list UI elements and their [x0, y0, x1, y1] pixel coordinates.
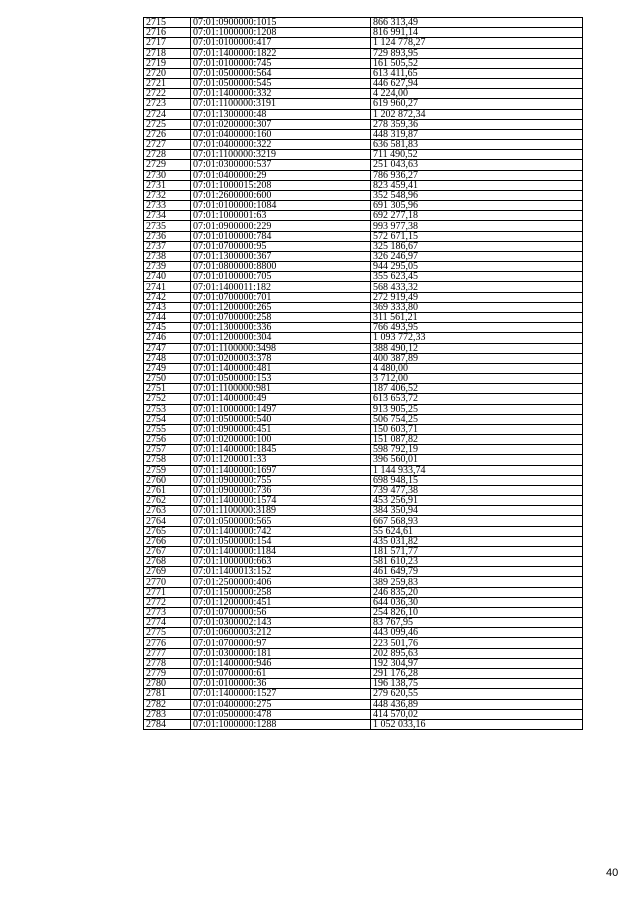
cadastral-number-cell: 07:01:0400000:160 [191, 129, 371, 139]
cadastral-number-cell: 07:01:1100000:3219 [191, 150, 371, 160]
row-index-cell: 2718 [144, 48, 191, 58]
row-index-cell: 2770 [144, 577, 191, 587]
cadastral-number-cell: 07:01:0900000:1015 [191, 18, 371, 28]
value-cell: 667 568,93 [371, 516, 583, 526]
row-index-cell: 2746 [144, 333, 191, 343]
value-cell: 568 433,32 [371, 282, 583, 292]
cadastral-number-cell: 07:01:0500000:540 [191, 414, 371, 424]
value-cell: 461 649,79 [371, 567, 583, 577]
row-index-cell: 2752 [144, 394, 191, 404]
row-index-cell: 2784 [144, 719, 191, 729]
page-number: 40 [606, 867, 619, 879]
row-index-cell: 2780 [144, 679, 191, 689]
row-index-cell: 2782 [144, 699, 191, 709]
table-row [144, 475, 583, 485]
row-index-cell: 2779 [144, 669, 191, 679]
cadastral-number-cell: 07:01:0400000:275 [191, 699, 371, 709]
cadastral-number-cell: 07:01:1400000:1845 [191, 445, 371, 455]
cadastral-number-cell: 07:01:0900000:451 [191, 424, 371, 434]
row-index-cell: 2745 [144, 323, 191, 333]
cadastral-number-cell: 07:01:0700000:56 [191, 607, 371, 617]
row-index-cell: 2733 [144, 201, 191, 211]
row-index-cell: 2722 [144, 89, 191, 99]
cadastral-number-cell: 07:01:0200000:100 [191, 435, 371, 445]
row-index-cell: 2758 [144, 455, 191, 465]
value-cell: 279 620,55 [371, 689, 583, 699]
cadastral-number-cell: 07:01:1500000:258 [191, 587, 371, 597]
table-row [144, 536, 583, 546]
value-cell: 384 350,94 [371, 506, 583, 516]
value-cell: 187 406,52 [371, 384, 583, 394]
table-row [144, 658, 583, 668]
row-index-cell: 2768 [144, 557, 191, 567]
table-row [144, 496, 583, 506]
table-row [144, 689, 583, 699]
table-row [144, 211, 583, 221]
table-row [144, 231, 583, 241]
row-index-cell: 2749 [144, 363, 191, 373]
cadastral-number-cell: 07:01:0100000:417 [191, 38, 371, 48]
cadastral-number-cell: 07:01:0100000:705 [191, 272, 371, 282]
table-row [144, 455, 583, 465]
cadastral-number-cell: 07:01:0200000:307 [191, 119, 371, 129]
value-cell: 223 501,76 [371, 638, 583, 648]
cadastral-number-cell: 07:01:2500000:406 [191, 577, 371, 587]
value-cell: 369 333,80 [371, 302, 583, 312]
table-row [144, 160, 583, 170]
value-cell: 55 624,61 [371, 526, 583, 536]
value-cell: 196 138,75 [371, 679, 583, 689]
cadastral-number-cell: 07:01:0700000:97 [191, 638, 371, 648]
row-index-cell: 2719 [144, 58, 191, 68]
table-body [144, 18, 583, 730]
table-row [144, 150, 583, 160]
table-row [144, 302, 583, 312]
cadastral-number-cell: 07:01:0300000:181 [191, 648, 371, 658]
value-cell: 150 603,71 [371, 424, 583, 434]
row-index-cell: 2763 [144, 506, 191, 516]
cadastral-number-cell: 07:01:1200000:265 [191, 302, 371, 312]
cadastral-number-cell: 07:01:1400000:1574 [191, 496, 371, 506]
row-index-cell: 2755 [144, 424, 191, 434]
cadastral-number-cell: 07:01:1000000:1208 [191, 28, 371, 38]
row-index-cell: 2741 [144, 282, 191, 292]
row-index-cell: 2724 [144, 109, 191, 119]
value-cell: 866 313,49 [371, 18, 583, 28]
cadastral-number-cell: 07:01:0700000:95 [191, 241, 371, 251]
row-index-cell: 2734 [144, 211, 191, 221]
cadastral-number-cell: 07:01:1400000:481 [191, 363, 371, 373]
table-row [144, 384, 583, 394]
row-index-cell: 2732 [144, 190, 191, 200]
table-row [144, 526, 583, 536]
table-row [144, 699, 583, 709]
value-cell: 691 305,96 [371, 201, 583, 211]
value-cell: 446 627,94 [371, 79, 583, 89]
value-cell: 1 093 772,33 [371, 333, 583, 343]
row-index-cell: 2751 [144, 384, 191, 394]
row-index-cell: 2764 [144, 516, 191, 526]
row-index-cell: 2775 [144, 628, 191, 638]
value-cell: 443 099,46 [371, 628, 583, 638]
row-index-cell: 2769 [144, 567, 191, 577]
cadastral-number-cell: 07:01:0800000:8800 [191, 262, 371, 272]
value-cell: 944 295,05 [371, 262, 583, 272]
table-row [144, 679, 583, 689]
row-index-cell: 2735 [144, 221, 191, 231]
cadastral-number-cell: 07:01:0900000:736 [191, 485, 371, 495]
row-index-cell: 2754 [144, 414, 191, 424]
value-cell: 711 490,52 [371, 150, 583, 160]
row-index-cell: 2742 [144, 292, 191, 302]
row-index-cell: 2761 [144, 485, 191, 495]
cadastral-number-cell: 07:01:1400000:332 [191, 89, 371, 99]
row-index-cell: 2765 [144, 526, 191, 536]
value-cell: 619 960,27 [371, 99, 583, 109]
row-index-cell: 2717 [144, 38, 191, 48]
value-cell: 181 571,77 [371, 546, 583, 556]
cadastral-number-cell: 07:01:1000000:1288 [191, 719, 371, 729]
cadastral-number-cell: 07:01:1300000:336 [191, 323, 371, 333]
cadastral-number-cell: 07:01:1200000:304 [191, 333, 371, 343]
cadastral-number-cell: 07:01:1400000:1697 [191, 465, 371, 475]
table-row [144, 292, 583, 302]
cadastral-number-cell: 07:01:1400011:182 [191, 282, 371, 292]
table-row [144, 201, 583, 211]
row-index-cell: 2729 [144, 160, 191, 170]
cadastral-number-cell: 07:01:1100000:981 [191, 384, 371, 394]
cadastral-number-cell: 07:01:0500000:478 [191, 709, 371, 719]
table-row [144, 241, 583, 251]
table-row [144, 577, 583, 587]
row-index-cell: 2774 [144, 618, 191, 628]
table-row [144, 363, 583, 373]
row-index-cell: 2759 [144, 465, 191, 475]
table-row [144, 516, 583, 526]
table-row [144, 435, 583, 445]
table-row [144, 272, 583, 282]
table-row [144, 394, 583, 404]
row-index-cell: 2756 [144, 435, 191, 445]
cadastral-number-cell: 07:01:1400000:1822 [191, 48, 371, 58]
cadastral-number-cell: 07:01:0900000:229 [191, 221, 371, 231]
row-index-cell: 2767 [144, 546, 191, 556]
value-cell: 388 490,12 [371, 343, 583, 353]
cadastral-number-cell: 07:01:1400000:1527 [191, 689, 371, 699]
table-row [144, 28, 583, 38]
cadastral-number-cell: 07:01:1000000:663 [191, 557, 371, 567]
table-row [144, 262, 583, 272]
table-row [144, 18, 583, 28]
table-row [144, 618, 583, 628]
row-index-cell: 2772 [144, 597, 191, 607]
table-row [144, 445, 583, 455]
value-cell: 3 712,00 [371, 374, 583, 384]
table-row [144, 587, 583, 597]
table-row [144, 38, 583, 48]
table-row [144, 282, 583, 292]
table-row [144, 638, 583, 648]
row-index-cell: 2739 [144, 262, 191, 272]
row-index-cell: 2721 [144, 79, 191, 89]
table-row [144, 414, 583, 424]
row-index-cell: 2715 [144, 18, 191, 28]
row-index-cell: 2766 [144, 536, 191, 546]
row-index-cell: 2747 [144, 343, 191, 353]
table-row [144, 343, 583, 353]
table-row [144, 68, 583, 78]
value-cell: 202 895,63 [371, 648, 583, 658]
table-row [144, 48, 583, 58]
cadastral-number-cell: 07:01:0600003:212 [191, 628, 371, 638]
row-index-cell: 2750 [144, 374, 191, 384]
row-index-cell: 2771 [144, 587, 191, 597]
cadastral-number-cell: 07:01:1400000:49 [191, 394, 371, 404]
value-cell: 83 767,95 [371, 618, 583, 628]
row-index-cell: 2736 [144, 231, 191, 241]
table-row [144, 251, 583, 261]
value-cell: 993 977,38 [371, 221, 583, 231]
table-row [144, 648, 583, 658]
value-cell: 278 359,36 [371, 119, 583, 129]
table-row [144, 597, 583, 607]
row-index-cell: 2726 [144, 129, 191, 139]
value-cell: 192 304,97 [371, 658, 583, 668]
value-cell: 325 186,67 [371, 241, 583, 251]
value-cell: 816 991,14 [371, 28, 583, 38]
cadastral-number-cell: 07:01:0900000:755 [191, 475, 371, 485]
table-row [144, 709, 583, 719]
value-cell: 913 905,25 [371, 404, 583, 414]
value-cell: 311 561,21 [371, 312, 583, 322]
row-index-cell: 2753 [144, 404, 191, 414]
row-index-cell: 2781 [144, 689, 191, 699]
value-cell: 435 031,82 [371, 536, 583, 546]
row-index-cell: 2757 [144, 445, 191, 455]
table-row [144, 312, 583, 322]
row-index-cell: 2731 [144, 180, 191, 190]
value-cell: 644 036,30 [371, 597, 583, 607]
value-cell: 598 792,19 [371, 445, 583, 455]
table-row [144, 119, 583, 129]
row-index-cell: 2762 [144, 496, 191, 506]
table-row [144, 669, 583, 679]
cadastral-number-cell: 07:01:0500000:565 [191, 516, 371, 526]
cadastral-number-cell: 07:01:1400000:1184 [191, 546, 371, 556]
cadastral-number-cell: 07:01:0300002:143 [191, 618, 371, 628]
value-cell: 272 919,49 [371, 292, 583, 302]
row-index-cell: 2723 [144, 99, 191, 109]
value-cell: 414 570,02 [371, 709, 583, 719]
table-row [144, 221, 583, 231]
cadastral-number-cell: 07:01:0500000:564 [191, 68, 371, 78]
cadastral-number-cell: 07:01:2600000:600 [191, 190, 371, 200]
cadastral-table [143, 17, 583, 730]
value-cell: 613 653,72 [371, 394, 583, 404]
row-index-cell: 2743 [144, 302, 191, 312]
cadastral-number-cell: 07:01:0500000:153 [191, 374, 371, 384]
cadastral-number-cell: 07:01:1000001:63 [191, 211, 371, 221]
table-row [144, 99, 583, 109]
row-index-cell: 2737 [144, 241, 191, 251]
value-cell: 823 459,41 [371, 180, 583, 190]
cadastral-number-cell: 07:01:1200001:33 [191, 455, 371, 465]
row-index-cell: 2776 [144, 638, 191, 648]
cadastral-number-cell: 07:01:0300000:537 [191, 160, 371, 170]
row-index-cell: 2738 [144, 251, 191, 261]
value-cell: 396 560,01 [371, 455, 583, 465]
row-index-cell: 2720 [144, 68, 191, 78]
value-cell: 572 671,15 [371, 231, 583, 241]
cadastral-number-cell: 07:01:0100000:784 [191, 231, 371, 241]
table-row [144, 607, 583, 617]
table-row [144, 546, 583, 556]
value-cell: 151 087,82 [371, 435, 583, 445]
cadastral-number-cell: 07:01:0700000:258 [191, 312, 371, 322]
value-cell: 291 176,28 [371, 669, 583, 679]
value-cell: 448 319,87 [371, 129, 583, 139]
row-index-cell: 2730 [144, 170, 191, 180]
value-cell: 1 052 033,16 [371, 719, 583, 729]
cadastral-number-cell: 07:01:1200000:451 [191, 597, 371, 607]
cadastral-number-cell: 07:01:0700000:61 [191, 669, 371, 679]
value-cell: 389 259,83 [371, 577, 583, 587]
value-cell: 636 581,83 [371, 140, 583, 150]
value-cell: 613 411,65 [371, 68, 583, 78]
cadastral-number-cell: 07:01:1000000:1497 [191, 404, 371, 414]
row-index-cell: 2778 [144, 658, 191, 668]
value-cell: 739 477,38 [371, 485, 583, 495]
cadastral-number-cell: 07:01:1400000:742 [191, 526, 371, 536]
cadastral-number-cell: 07:01:0100000:745 [191, 58, 371, 68]
value-cell: 352 548,96 [371, 190, 583, 200]
table-row [144, 109, 583, 119]
row-index-cell: 2777 [144, 648, 191, 658]
value-cell: 254 826,10 [371, 607, 583, 617]
table-row [144, 190, 583, 200]
value-cell: 4 480,00 [371, 363, 583, 373]
value-cell: 506 754,25 [371, 414, 583, 424]
table-row [144, 404, 583, 414]
table-row [144, 567, 583, 577]
cadastral-number-cell: 07:01:0400000:29 [191, 170, 371, 180]
value-cell: 400 387,89 [371, 353, 583, 363]
value-cell: 251 043,63 [371, 160, 583, 170]
row-index-cell: 2716 [144, 28, 191, 38]
row-index-cell: 2727 [144, 140, 191, 150]
cadastral-number-cell: 07:01:0500000:545 [191, 79, 371, 89]
table-row [144, 424, 583, 434]
row-index-cell: 2740 [144, 272, 191, 282]
value-cell: 692 277,18 [371, 211, 583, 221]
table-row [144, 465, 583, 475]
cadastral-number-cell: 07:01:1000015:208 [191, 180, 371, 190]
value-cell: 246 835,20 [371, 587, 583, 597]
cadastral-number-cell: 07:01:1300000:367 [191, 251, 371, 261]
value-cell: 326 246,97 [371, 251, 583, 261]
cadastral-number-cell: 07:01:1400013:152 [191, 567, 371, 577]
value-cell: 1 124 778,27 [371, 38, 583, 48]
value-cell: 581 610,23 [371, 557, 583, 567]
value-cell: 786 936,27 [371, 170, 583, 180]
cadastral-number-cell: 07:01:0200003:378 [191, 353, 371, 363]
table-row [144, 557, 583, 567]
table-row [144, 353, 583, 363]
cadastral-number-cell: 07:01:0100000:1084 [191, 201, 371, 211]
table-row [144, 323, 583, 333]
value-cell: 766 493,95 [371, 323, 583, 333]
value-cell: 4 224,00 [371, 89, 583, 99]
table-row [144, 140, 583, 150]
table-row [144, 170, 583, 180]
value-cell: 448 436,89 [371, 699, 583, 709]
cadastral-number-cell: 07:01:1300000:48 [191, 109, 371, 119]
row-index-cell: 2744 [144, 312, 191, 322]
cadastral-number-cell: 07:01:1400000:946 [191, 658, 371, 668]
table-row [144, 129, 583, 139]
value-cell: 355 623,45 [371, 272, 583, 282]
table-row [144, 333, 583, 343]
table-row [144, 506, 583, 516]
value-cell: 161 505,52 [371, 58, 583, 68]
value-cell: 698 948,15 [371, 475, 583, 485]
row-index-cell: 2783 [144, 709, 191, 719]
cadastral-number-cell: 07:01:1100000:3189 [191, 506, 371, 516]
value-cell: 1 202 872,34 [371, 109, 583, 119]
value-cell: 729 893,95 [371, 48, 583, 58]
row-index-cell: 2760 [144, 475, 191, 485]
table-row [144, 628, 583, 638]
cadastral-number-cell: 07:01:0400000:322 [191, 140, 371, 150]
cadastral-number-cell: 07:01:1100000:3498 [191, 343, 371, 353]
cadastral-number-cell: 07:01:1100000:3191 [191, 99, 371, 109]
value-cell: 1 144 933,74 [371, 465, 583, 475]
row-index-cell: 2773 [144, 607, 191, 617]
cadastral-number-cell: 07:01:0100000:36 [191, 679, 371, 689]
row-index-cell: 2728 [144, 150, 191, 160]
table-row [144, 79, 583, 89]
table-row [144, 58, 583, 68]
cadastral-number-cell: 07:01:0700000:701 [191, 292, 371, 302]
table-row [144, 485, 583, 495]
value-cell: 453 256,91 [371, 496, 583, 506]
row-index-cell: 2748 [144, 353, 191, 363]
table-row [144, 719, 583, 729]
cadastral-number-cell: 07:01:0500000:154 [191, 536, 371, 546]
table-row [144, 89, 583, 99]
row-index-cell: 2725 [144, 119, 191, 129]
table-row [144, 374, 583, 384]
table-row [144, 180, 583, 190]
